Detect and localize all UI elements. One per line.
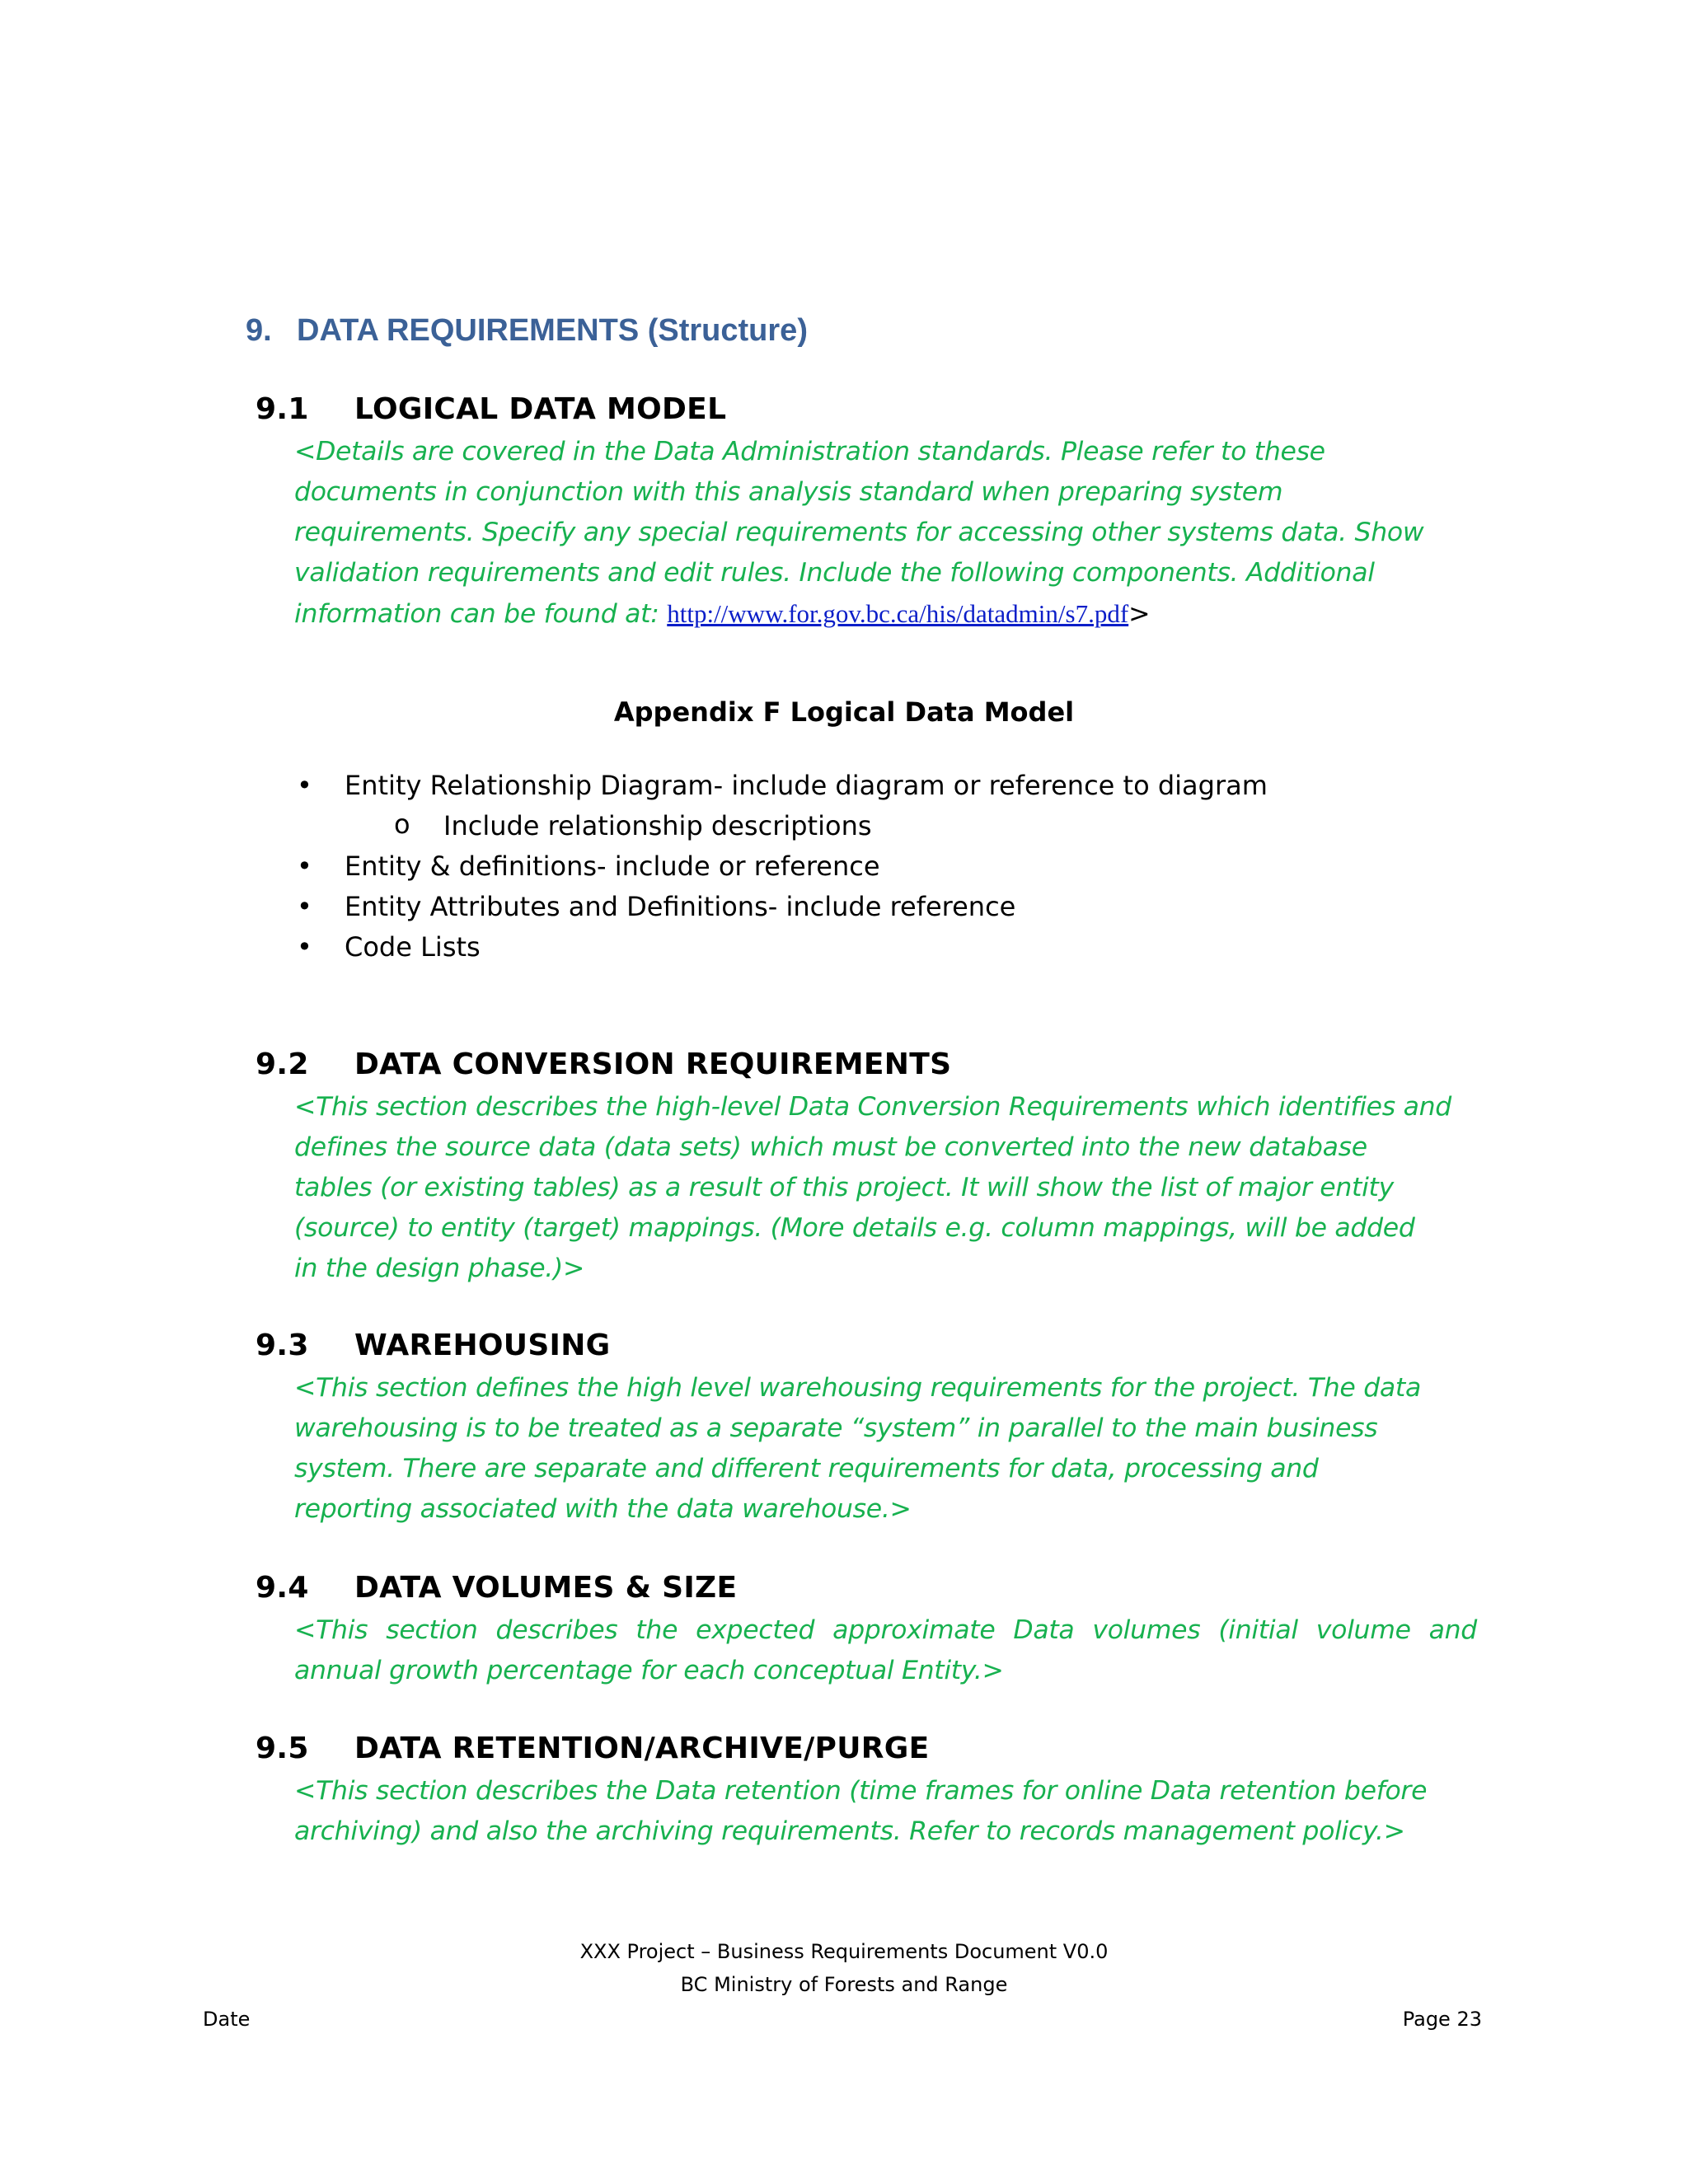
subsection-number: 9.2 — [256, 1047, 309, 1081]
list-item-text: Entity & definitions- include or reference — [345, 851, 880, 882]
list-item-text: Code Lists — [345, 931, 481, 963]
guidance-line: validation requirements and edit rules. Include the following components. Additional — [294, 558, 1375, 588]
list-item — [297, 770, 1268, 801]
guidance-line: tables (or existing tables) as a result of this project. It will show the list of major entity — [294, 1173, 1394, 1202]
subsection-heading-warehousing — [256, 1329, 611, 1362]
subsection-heading-data-conversion — [256, 1047, 951, 1081]
section-number: 9. — [246, 313, 272, 348]
logical-data-model-guidance — [294, 432, 1477, 635]
guidance-line: defines the source data (data sets) which must be converted into the new database — [294, 1132, 1367, 1162]
footer-date: Date — [203, 2008, 251, 2031]
list-item-text: Entity Relationship Diagram- include diagram or reference to diagram — [345, 770, 1268, 801]
subsection-title: LOGICAL DATA MODEL — [354, 392, 727, 426]
datadmin-link[interactable]: http://www.for.gov.bc.ca/his/datadmin/s7.pdf — [667, 599, 1129, 628]
list-item-text: Include relationship descriptions — [443, 810, 872, 841]
sub-bullet-icon: o — [394, 808, 410, 840]
subsection-heading-logical-data-model — [256, 392, 726, 426]
sub-list-item — [394, 808, 872, 841]
guidance-line: requirements. Specify any special requirements for accessing other systems data. Show — [294, 518, 1424, 547]
list-item — [297, 891, 1016, 922]
subsection-heading-data-retention — [256, 1732, 930, 1765]
link-suffix: > — [1128, 599, 1151, 629]
appendix-title-text: Appendix F Logical Data Model — [613, 696, 1075, 728]
guidance-line: annual growth percentage for each conceptual Entity.> — [294, 1656, 1004, 1685]
guidance-line: (source) to entity (target) mappings. (More details e.g. column mappings, will be added — [294, 1213, 1415, 1243]
subsection-title: DATA CONVERSION REQUIREMENTS — [354, 1047, 952, 1081]
bullet-icon: • — [297, 851, 312, 882]
footer-organization: BC Ministry of Forests and Range — [680, 1973, 1008, 1996]
guidance-line: archiving) and also the archiving requirements. Refer to records management policy.> — [294, 1816, 1405, 1846]
guidance-line: <Details are covered in the Data Administration standards. Please refer to these — [294, 437, 1325, 466]
subsection-number: 9.5 — [256, 1732, 309, 1765]
guidance-line: <This section describes the expected approximate Data volumes (initial volume and — [294, 1615, 1477, 1645]
bullet-icon: • — [297, 891, 312, 922]
data-conversion-guidance — [294, 1087, 1477, 1289]
subsection-title: WAREHOUSING — [354, 1329, 611, 1362]
section-heading — [246, 313, 808, 349]
bullet-icon: • — [297, 770, 312, 801]
guidance-line: system. There are separate and different requirements for data, processing and — [294, 1454, 1319, 1483]
list-item — [297, 851, 880, 882]
subsection-title: DATA VOLUMES & SIZE — [354, 1571, 738, 1605]
list-item-text: Entity Attributes and Definitions- include reference — [345, 891, 1016, 922]
guidance-text: information can be found at: — [294, 599, 668, 629]
list-item — [297, 931, 481, 963]
appendix-title — [0, 696, 1688, 728]
guidance-line: warehousing is to be treated as a separate “system” in parallel to the main business — [294, 1413, 1378, 1443]
guidance-line: <This section describes the Data retention (time frames for online Data retention before — [294, 1776, 1428, 1806]
subsection-number: 9.1 — [256, 392, 309, 426]
subsection-number: 9.3 — [256, 1329, 309, 1362]
footer-page-number: Page 23 — [1402, 2008, 1482, 2031]
subsection-title: DATA RETENTION/ARCHIVE/PURGE — [354, 1732, 930, 1765]
guidance-line: reporting associated with the data warehouse.> — [294, 1494, 912, 1524]
bullet-icon: • — [297, 931, 312, 963]
subsection-number: 9.4 — [256, 1571, 309, 1605]
footer-document-title: XXX Project – Business Requirements Document V0.0 — [579, 1940, 1109, 1963]
guidance-line — [294, 593, 1477, 635]
guidance-line: <This section describes the high-level Data Conversion Requirements which identifies and — [294, 1092, 1451, 1122]
guidance-line: in the design phase.)> — [294, 1254, 585, 1283]
data-volumes-guidance — [294, 1610, 1477, 1691]
data-retention-guidance — [294, 1771, 1477, 1852]
guidance-line: documents in conjunction with this analysis standard when preparing system — [294, 477, 1283, 507]
section-title: DATA REQUIREMENTS (Structure) — [297, 313, 808, 348]
warehousing-guidance — [294, 1368, 1477, 1530]
guidance-line: <This section defines the high level warehousing requirements for the project. The data — [294, 1373, 1421, 1403]
subsection-heading-data-volumes — [256, 1571, 737, 1605]
